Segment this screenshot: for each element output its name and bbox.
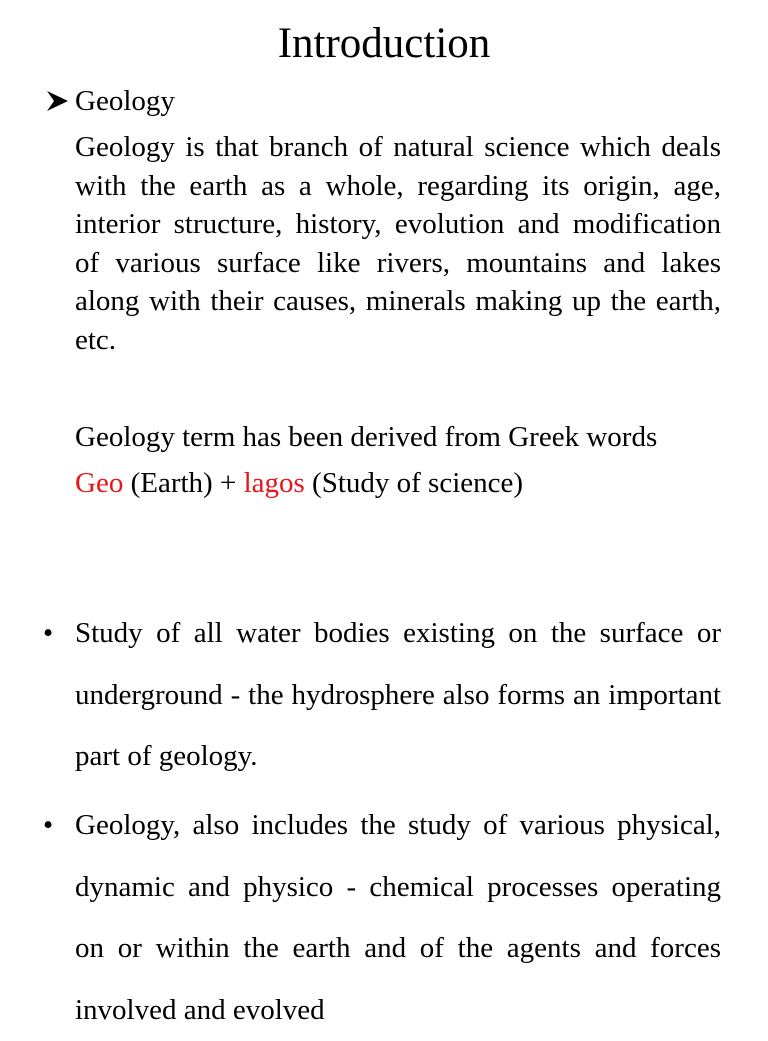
section-heading [46,84,175,118]
section-heading-label: Geology [75,85,175,117]
bullet-dot: • [43,809,54,841]
greek-word-lagos: lagos [243,467,305,499]
greek-word-geo: Geo [75,467,124,499]
greek-word-lagos-meaning: (Study of science) [304,467,524,499]
greek-word-geo-meaning: (Earth) + [123,467,244,499]
slide-title: Introduction [277,20,491,67]
bullet-text: Geology, also includes the study of various physical, dynamic and physico - chemical processes operating on or within the earth and of the agents and forces involved and evolved [75,809,721,1026]
definition-paragraph: Geology is that branch of natural science which deals with the earth as a whole, regarding its origin, age, interior structure, history, evolution and modification of various surface like rivers, mountains and lakes along with their causes, minerals making up the earth, etc. [75,131,721,356]
bullet-dot: • [43,617,54,649]
arrow-bullet-icon [46,90,69,112]
bullet-text: Study of all water bodies existing on the surface or underground - the hydrosphere also forms an important part of geology. [75,617,721,772]
bullet-item-hydrosphere [43,603,721,788]
etymology-intro: Geology term has been derived from Greek words [75,421,658,453]
etymology-paragraph [75,414,721,506]
bullet-item-processes [43,795,721,1041]
